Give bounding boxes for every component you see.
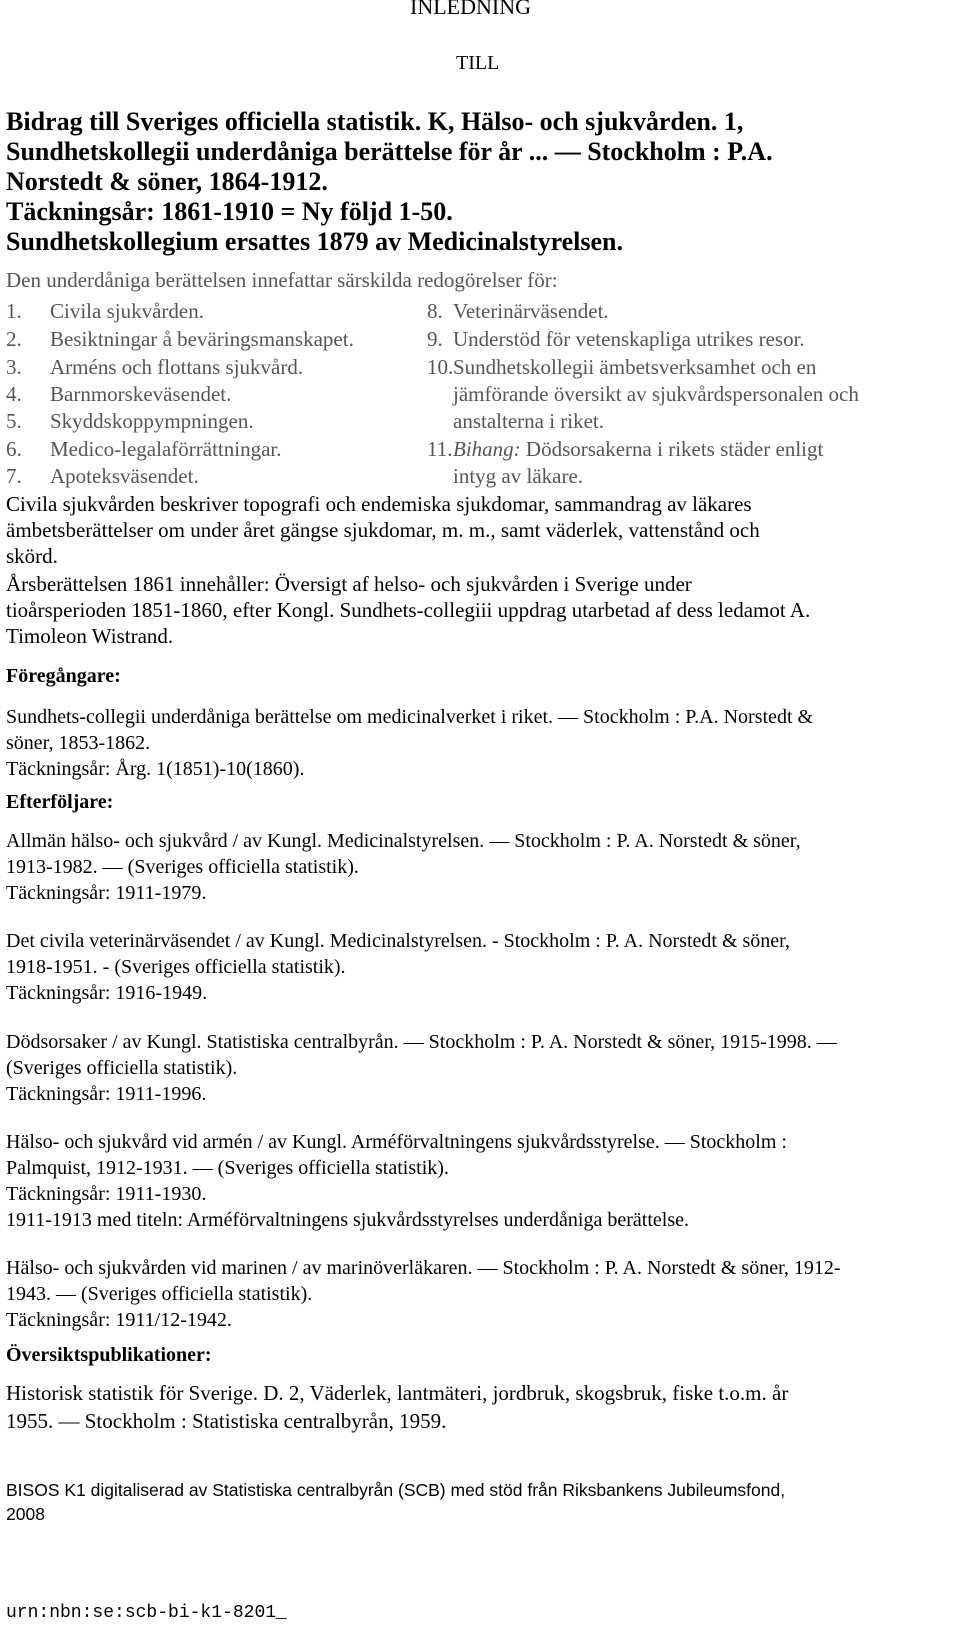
intro-text: Den underdåniga berättelsen innefattar särskilda redogörelser för: (6, 268, 558, 292)
digitization-note (6, 1478, 785, 1526)
list-num: 3. (6, 355, 22, 379)
title-line: Bidrag till Sveriges officiella statistik. K, Hälso- och sjukvården. 1, (6, 107, 744, 136)
urn-identifier: urn:nbn:se:scb-bi-k1-8201_ (6, 1603, 287, 1623)
entry-line: Palmquist, 1912-1931. — (Sveriges officiella statistik). (6, 1157, 449, 1179)
header-subtitle: TILL (456, 52, 500, 74)
entry-line: Täckningsår: 1911-1979. (6, 882, 207, 904)
efterfoljare-entry (6, 1255, 841, 1333)
paragraph-line: ämbetsberättelser om under året gängse sjukdomar, m. m., samt väderlek, vattenstånd och (6, 518, 760, 542)
entry-line: 1911-1913 med titeln: Arméförvaltningens sjukvårdsstyrelses underdåniga berättelse. (6, 1209, 689, 1231)
list-item (6, 381, 231, 407)
list-item (6, 298, 204, 324)
entry-line: Det civila veterinärväsendet / av Kungl. Medicinalstyrelsen. - Stockholm : P. A. Norstedt & söner, (6, 930, 791, 952)
list-item (427, 298, 609, 324)
list-text: Arméns och flottans sjukvård. (50, 355, 304, 379)
list-item (427, 436, 823, 462)
list-text: Skyddskoppympningen. (50, 409, 254, 433)
oversikt-entry (6, 1379, 788, 1435)
footer-line: BISOS K1 digitaliserad av Statistiska centralbyrån (SCB) med stöd från Riksbankens Jubileumsfond, (6, 1480, 786, 1500)
list-text-cont: intyg av läkare. (453, 464, 584, 488)
paragraph-line: Civila sjukvården beskriver topografi och endemiska sjukdomar, sammandrag av läkares (6, 492, 752, 516)
entry-line: (Sveriges officiella statistik). (6, 1057, 238, 1079)
entry-line: Sundhets-collegii underdåniga berättelse om medicinalverket i riket. — Stockholm : P.A. Norstedt & (6, 706, 814, 728)
entry-line: Historisk statistik för Sverige. D. 2, Väderlek, lantmäteri, jordbruk, skogsbruk, fiske t.o.m. år (6, 1381, 789, 1405)
list-text: Civila sjukvården. (50, 299, 204, 323)
entry-line: Täckningsår: 1911-1996. (6, 1083, 207, 1105)
list-item (6, 436, 281, 462)
list-num: 5. (6, 409, 22, 433)
list-text: Dödsorsakerna i rikets städer enligt (520, 437, 824, 461)
entry-line: 1943. — (Sveriges officiella statistik). (6, 1283, 313, 1305)
list-num: 4. (6, 382, 22, 406)
efterfoljare-heading: Efterföljare: (6, 791, 114, 813)
list-text: Veterinärväsendet. (453, 299, 609, 323)
list-num: 6. (6, 437, 22, 461)
list-text: Sundhetskollegii ämbetsverksamhet och en (453, 355, 817, 379)
bihang-label: Bihang: (453, 437, 521, 461)
civila-paragraph (6, 491, 760, 569)
list-num: 8. (427, 299, 443, 323)
list-text-cont: jämförande översikt av sjukvårdspersonalen och (453, 382, 859, 406)
title-line: Sundhetskollegii underdåniga berättelse för år ... — Stockholm : P.A. (6, 137, 773, 166)
paragraph-line: tioårsperioden 1851-1860, efter Kongl. Sundhets-collegiii uppdrag utarbetad af dess ledamot A. (6, 598, 811, 622)
header-title: INLEDNING (410, 0, 531, 19)
list-num: 7. (6, 464, 22, 488)
footer-line: 2008 (6, 1504, 45, 1524)
list-item (6, 354, 303, 380)
list-item (427, 354, 816, 380)
efterfoljare-entry (6, 828, 801, 906)
list-text-cont: anstalterna i riket. (453, 409, 605, 433)
list-item (6, 463, 199, 489)
foregangare-heading: Föregångare: (6, 665, 121, 687)
paragraph-line: Timoleon Wistrand. (6, 624, 174, 648)
entry-line: Allmän hälso- och sjukvård / av Kungl. Medicinalstyrelsen. — Stockholm : P. A. Norstedt & söner, (6, 830, 801, 852)
list-text: Understöd för vetenskapliga utrikes resor. (453, 327, 805, 351)
efterfoljare-entry (6, 928, 790, 1006)
entry-line: Täckningsår: 1911-1930. (6, 1183, 207, 1205)
list-num: 11. (427, 437, 453, 461)
list-text: Medico-legalaförrättningar. (50, 437, 282, 461)
list-text: Barnmorskeväsendet. (50, 382, 232, 406)
entry-line: Hälso- och sjukvården vid marinen / av marinöverläkaren. — Stockholm : P. A. Norstedt & söner, 1912- (6, 1257, 841, 1279)
entry-line: Täckningsår: Årg. 1(1851)-10(1860). (6, 758, 305, 780)
paragraph-line: Årsberättelsen 1861 innehåller: Översigt af helso- och sjukvården i Sverige under (6, 572, 692, 596)
list-item (427, 326, 805, 352)
oversikt-heading: Översiktspublikationer: (6, 1344, 212, 1366)
efterfoljare-entry (6, 1129, 787, 1233)
list-num: 9. (427, 327, 443, 351)
title-line: Norstedt & söner, 1864-1912. (6, 167, 328, 196)
entry-line: 1955. — Stockholm : Statistiska centralbyrån, 1959. (6, 1409, 447, 1433)
list-item (6, 408, 254, 434)
paragraph-line: skörd. (6, 544, 58, 568)
entry-line: Täckningsår: 1911/12-1942. (6, 1309, 232, 1331)
list-item (6, 326, 354, 352)
list-num: 1. (6, 299, 22, 323)
entry-line: söner, 1853-1862. (6, 732, 151, 754)
entry-line: 1913-1982. — (Sveriges officiella statistik). (6, 856, 359, 878)
title-line: Sundhetskollegium ersattes 1879 av Medicinalstyrelsen. (6, 227, 624, 256)
list-num: 2. (6, 327, 22, 351)
title-line: Täckningsår: 1861-1910 = Ny följd 1-50. (6, 197, 453, 226)
list-text: Apoteksväsendet. (50, 464, 199, 488)
bibliographic-title (6, 107, 773, 257)
entry-line: Hälso- och sjukvård vid armén / av Kungl. Arméförvaltningens sjukvårdsstyrelse. — Stockholm : (6, 1131, 787, 1153)
entry-line: 1918-1951. - (Sveriges officiella statistik). (6, 956, 346, 978)
arsberattelse-paragraph (6, 571, 810, 649)
list-text: Besiktningar å beväringsmanskapet. (50, 327, 354, 351)
efterfoljare-entry (6, 1029, 837, 1107)
foregangare-entry (6, 704, 813, 782)
entry-line: Dödsorsaker / av Kungl. Statistiska centralbyrån. — Stockholm : P. A. Norstedt & söner, 1915-1998. — (6, 1031, 837, 1053)
entry-line: Täckningsår: 1916-1949. (6, 982, 208, 1004)
list-num: 10. (427, 355, 454, 379)
